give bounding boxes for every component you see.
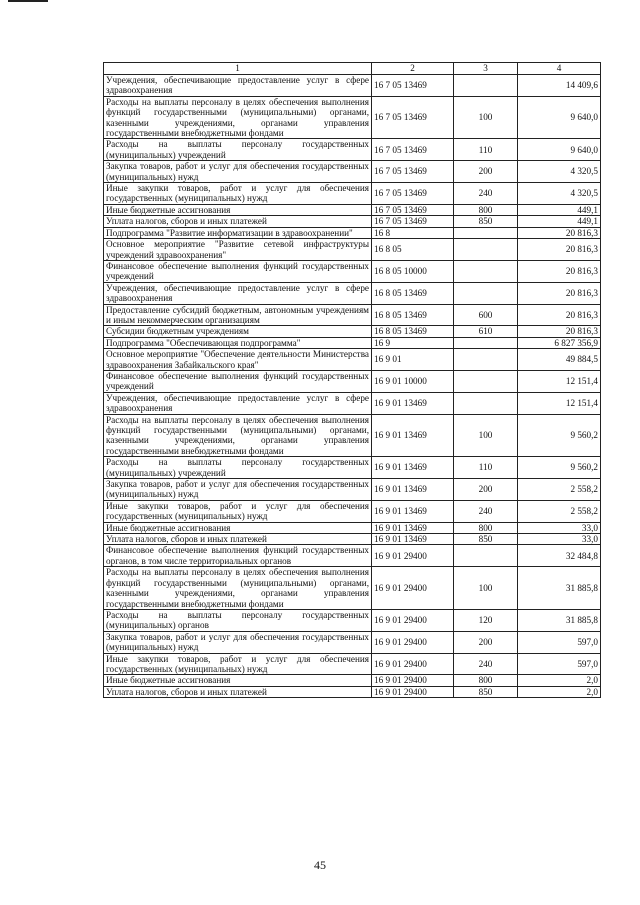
row-expense-kind	[454, 545, 518, 567]
table-row	[104, 337, 601, 348]
table-row	[104, 457, 601, 479]
row-expense-kind	[454, 239, 518, 261]
table-row	[104, 161, 601, 183]
table-row	[104, 326, 601, 337]
row-amount: 20 816,3	[518, 227, 601, 238]
row-name: Основное мероприятие "Развитие сетевой инфраструктуры учреждений здравоохранения"	[104, 239, 372, 261]
row-code: 16 9 01 10000	[372, 370, 454, 392]
row-name: Закупка товаров, работ и услуг для обеспечения государственных (муниципальных) нужд	[104, 631, 372, 653]
row-expense-kind: 600	[454, 304, 518, 326]
row-code: 16 9 01 13469	[372, 392, 454, 414]
row-code: 16 9 01 29400	[372, 545, 454, 567]
row-name: Учреждения, обеспечивающие предоставление услуг в сфере здравоохранения	[104, 75, 372, 97]
row-name: Субсидии бюджетным учреждениям	[104, 326, 372, 337]
row-name: Подпрограмма "Обеспечивающая подпрограмма"	[104, 337, 372, 348]
row-name: Уплата налогов, сборов и иных платежей	[104, 686, 372, 697]
table-row	[104, 500, 601, 522]
row-expense-kind: 240	[454, 183, 518, 205]
row-expense-kind	[454, 282, 518, 304]
table-row	[104, 183, 601, 205]
row-name: Основное мероприятие "Обеспечение деятельности Министерства здравоохранения Забайкальского края"	[104, 349, 372, 371]
table-row	[104, 609, 601, 631]
row-name: Иные закупки товаров, работ и услуг для обеспечения государственных (муниципальных) нужд	[104, 653, 372, 675]
row-amount: 20 816,3	[518, 260, 601, 282]
row-name: Расходы на выплаты персоналу государственных (муниципальных) учреждений	[104, 457, 372, 479]
row-amount: 31 885,8	[518, 609, 601, 631]
row-amount: 2,0	[518, 675, 601, 686]
table-row	[104, 96, 601, 139]
budget-table-body	[104, 63, 601, 698]
row-name: Иные закупки товаров, работ и услуг для обеспечения государственных (муниципальных) нужд	[104, 500, 372, 522]
row-code: 16 9 01 29400	[372, 675, 454, 686]
row-code: 16 9 01 29400	[372, 631, 454, 653]
row-name: Расходы на выплаты персоналу в целях обеспечения выполнения функций государственными (муниципальными) органами, казенными учреждениями, органами управления государственными внебюджетными фондами	[104, 414, 372, 457]
row-amount: 2 558,2	[518, 500, 601, 522]
row-code: 16 8	[372, 227, 454, 238]
budget-table	[103, 62, 601, 698]
row-code: 16 9 01 13469	[372, 500, 454, 522]
row-amount: 449,1	[518, 216, 601, 227]
table-row	[104, 392, 601, 414]
row-amount: 6 827 356,9	[518, 337, 601, 348]
header-col-4: 4	[518, 63, 601, 75]
row-expense-kind	[454, 370, 518, 392]
row-amount: 20 816,3	[518, 304, 601, 326]
row-code: 16 9 01 13469	[372, 522, 454, 533]
row-expense-kind: 120	[454, 609, 518, 631]
row-code: 16 9 01 29400	[372, 653, 454, 675]
row-expense-kind	[454, 337, 518, 348]
row-name: Иные закупки товаров, работ и услуг для обеспечения государственных (муниципальных) нужд	[104, 183, 372, 205]
row-code: 16 7 05 13469	[372, 161, 454, 183]
row-code: 16 7 05 13469	[372, 183, 454, 205]
table-row	[104, 139, 601, 161]
row-expense-kind: 850	[454, 686, 518, 697]
row-name: Финансовое обеспечение выполнения функций государственных органов, в том числе территориальных органов	[104, 545, 372, 567]
table-row	[104, 653, 601, 675]
row-amount: 4 320,5	[518, 183, 601, 205]
table-row	[104, 260, 601, 282]
table-row	[104, 370, 601, 392]
row-name: Расходы на выплаты персоналу в целях обеспечения выполнения функций государственными (муниципальными) органами, казенными учреждениями, органами управления государственными внебюджетными фондами	[104, 96, 372, 139]
row-code: 16 7 05 13469	[372, 216, 454, 227]
row-expense-kind: 200	[454, 479, 518, 501]
table-row	[104, 204, 601, 215]
row-name: Уплата налогов, сборов и иных платежей	[104, 216, 372, 227]
row-code: 16 8 05 13469	[372, 282, 454, 304]
row-expense-kind	[454, 349, 518, 371]
row-amount: 14 409,6	[518, 75, 601, 97]
row-amount: 12 151,4	[518, 370, 601, 392]
row-expense-kind: 800	[454, 522, 518, 533]
row-amount: 2 558,2	[518, 479, 601, 501]
row-expense-kind: 100	[454, 567, 518, 610]
table-row	[104, 282, 601, 304]
table-row	[104, 239, 601, 261]
row-amount: 20 816,3	[518, 282, 601, 304]
table-row	[104, 479, 601, 501]
row-expense-kind: 610	[454, 326, 518, 337]
row-code: 16 8 05 13469	[372, 304, 454, 326]
row-expense-kind: 110	[454, 139, 518, 161]
row-amount: 49 884,5	[518, 349, 601, 371]
row-code: 16 7 05 13469	[372, 204, 454, 215]
row-amount: 597,0	[518, 653, 601, 675]
row-expense-kind: 200	[454, 161, 518, 183]
row-code: 16 8 05 10000	[372, 260, 454, 282]
row-expense-kind	[454, 392, 518, 414]
row-amount: 2,0	[518, 686, 601, 697]
table-row	[104, 349, 601, 371]
table-row	[104, 304, 601, 326]
row-name: Предоставление субсидий бюджетным, автономным учреждениям и иным некоммерческим организациям	[104, 304, 372, 326]
row-name: Подпрограмма "Развитие информатизации в здравоохранении"	[104, 227, 372, 238]
table-row	[104, 75, 601, 97]
table-row	[104, 686, 601, 697]
row-expense-kind: 850	[454, 534, 518, 545]
row-expense-kind: 200	[454, 631, 518, 653]
row-name: Расходы на выплаты персоналу в целях обеспечения выполнения функций государственными (муниципальными) органами, казенными учреждениями, органами управления государственными внебюджетными фондами	[104, 567, 372, 610]
row-code: 16 9 01	[372, 349, 454, 371]
row-code: 16 8 05	[372, 239, 454, 261]
table-row	[104, 227, 601, 238]
header-col-2: 2	[372, 63, 454, 75]
row-amount: 31 885,8	[518, 567, 601, 610]
row-name: Иные бюджетные ассигнования	[104, 522, 372, 533]
row-name: Учреждения, обеспечивающие предоставление услуг в сфере здравоохранения	[104, 392, 372, 414]
row-expense-kind	[454, 75, 518, 97]
row-amount: 20 816,3	[518, 326, 601, 337]
row-amount: 33,0	[518, 534, 601, 545]
header-row	[104, 63, 601, 75]
row-name: Учреждения, обеспечивающие предоставление услуг в сфере здравоохранения	[104, 282, 372, 304]
header-col-1: 1	[104, 63, 372, 75]
row-amount: 9 640,0	[518, 139, 601, 161]
page-number: 45	[314, 858, 326, 872]
row-code: 16 9 01 13469	[372, 414, 454, 457]
row-code: 16 9 01 29400	[372, 567, 454, 610]
row-expense-kind: 240	[454, 500, 518, 522]
scan-top-mark	[8, 0, 48, 2]
row-amount: 597,0	[518, 631, 601, 653]
row-code: 16 7 05 13469	[372, 139, 454, 161]
table-row	[104, 216, 601, 227]
row-expense-kind: 100	[454, 414, 518, 457]
row-expense-kind: 110	[454, 457, 518, 479]
row-name: Финансовое обеспечение выполнения функций государственных учреждений	[104, 260, 372, 282]
table-row	[104, 567, 601, 610]
row-expense-kind	[454, 227, 518, 238]
header-col-3: 3	[454, 63, 518, 75]
row-name: Расходы на выплаты персоналу государственных (муниципальных) учреждений	[104, 139, 372, 161]
row-name: Иные бюджетные ассигнования	[104, 204, 372, 215]
row-code: 16 9 01 29400	[372, 609, 454, 631]
row-name: Расходы на выплаты персоналу государственных (муниципальных) органов	[104, 609, 372, 631]
row-amount: 9 640,0	[518, 96, 601, 139]
row-name: Уплата налогов, сборов и иных платежей	[104, 534, 372, 545]
row-expense-kind: 800	[454, 204, 518, 215]
row-amount: 33,0	[518, 522, 601, 533]
table-row	[104, 545, 601, 567]
row-code: 16 9 01 29400	[372, 686, 454, 697]
row-amount: 12 151,4	[518, 392, 601, 414]
row-amount: 32 484,8	[518, 545, 601, 567]
table-row	[104, 522, 601, 533]
row-name: Закупка товаров, работ и услуг для обеспечения государственных (муниципальных) нужд	[104, 479, 372, 501]
table-row	[104, 414, 601, 457]
row-code: 16 9 01 13469	[372, 479, 454, 501]
row-expense-kind: 800	[454, 675, 518, 686]
row-amount: 9 560,2	[518, 414, 601, 457]
row-expense-kind: 240	[454, 653, 518, 675]
row-name: Иные бюджетные ассигнования	[104, 675, 372, 686]
row-code: 16 7 05 13469	[372, 96, 454, 139]
row-code: 16 8 05 13469	[372, 326, 454, 337]
row-code: 16 9 01 13469	[372, 457, 454, 479]
table-row	[104, 675, 601, 686]
row-expense-kind: 100	[454, 96, 518, 139]
row-name: Закупка товаров, работ и услуг для обеспечения государственных (муниципальных) нужд	[104, 161, 372, 183]
row-expense-kind: 850	[454, 216, 518, 227]
row-amount: 9 560,2	[518, 457, 601, 479]
row-amount: 4 320,5	[518, 161, 601, 183]
table-row	[104, 534, 601, 545]
row-code: 16 9	[372, 337, 454, 348]
row-expense-kind	[454, 260, 518, 282]
row-name: Финансовое обеспечение выполнения функций государственных учреждений	[104, 370, 372, 392]
table-row	[104, 631, 601, 653]
row-code: 16 9 01 13469	[372, 534, 454, 545]
row-code: 16 7 05 13469	[372, 75, 454, 97]
row-amount: 20 816,3	[518, 239, 601, 261]
row-amount: 449,1	[518, 204, 601, 215]
